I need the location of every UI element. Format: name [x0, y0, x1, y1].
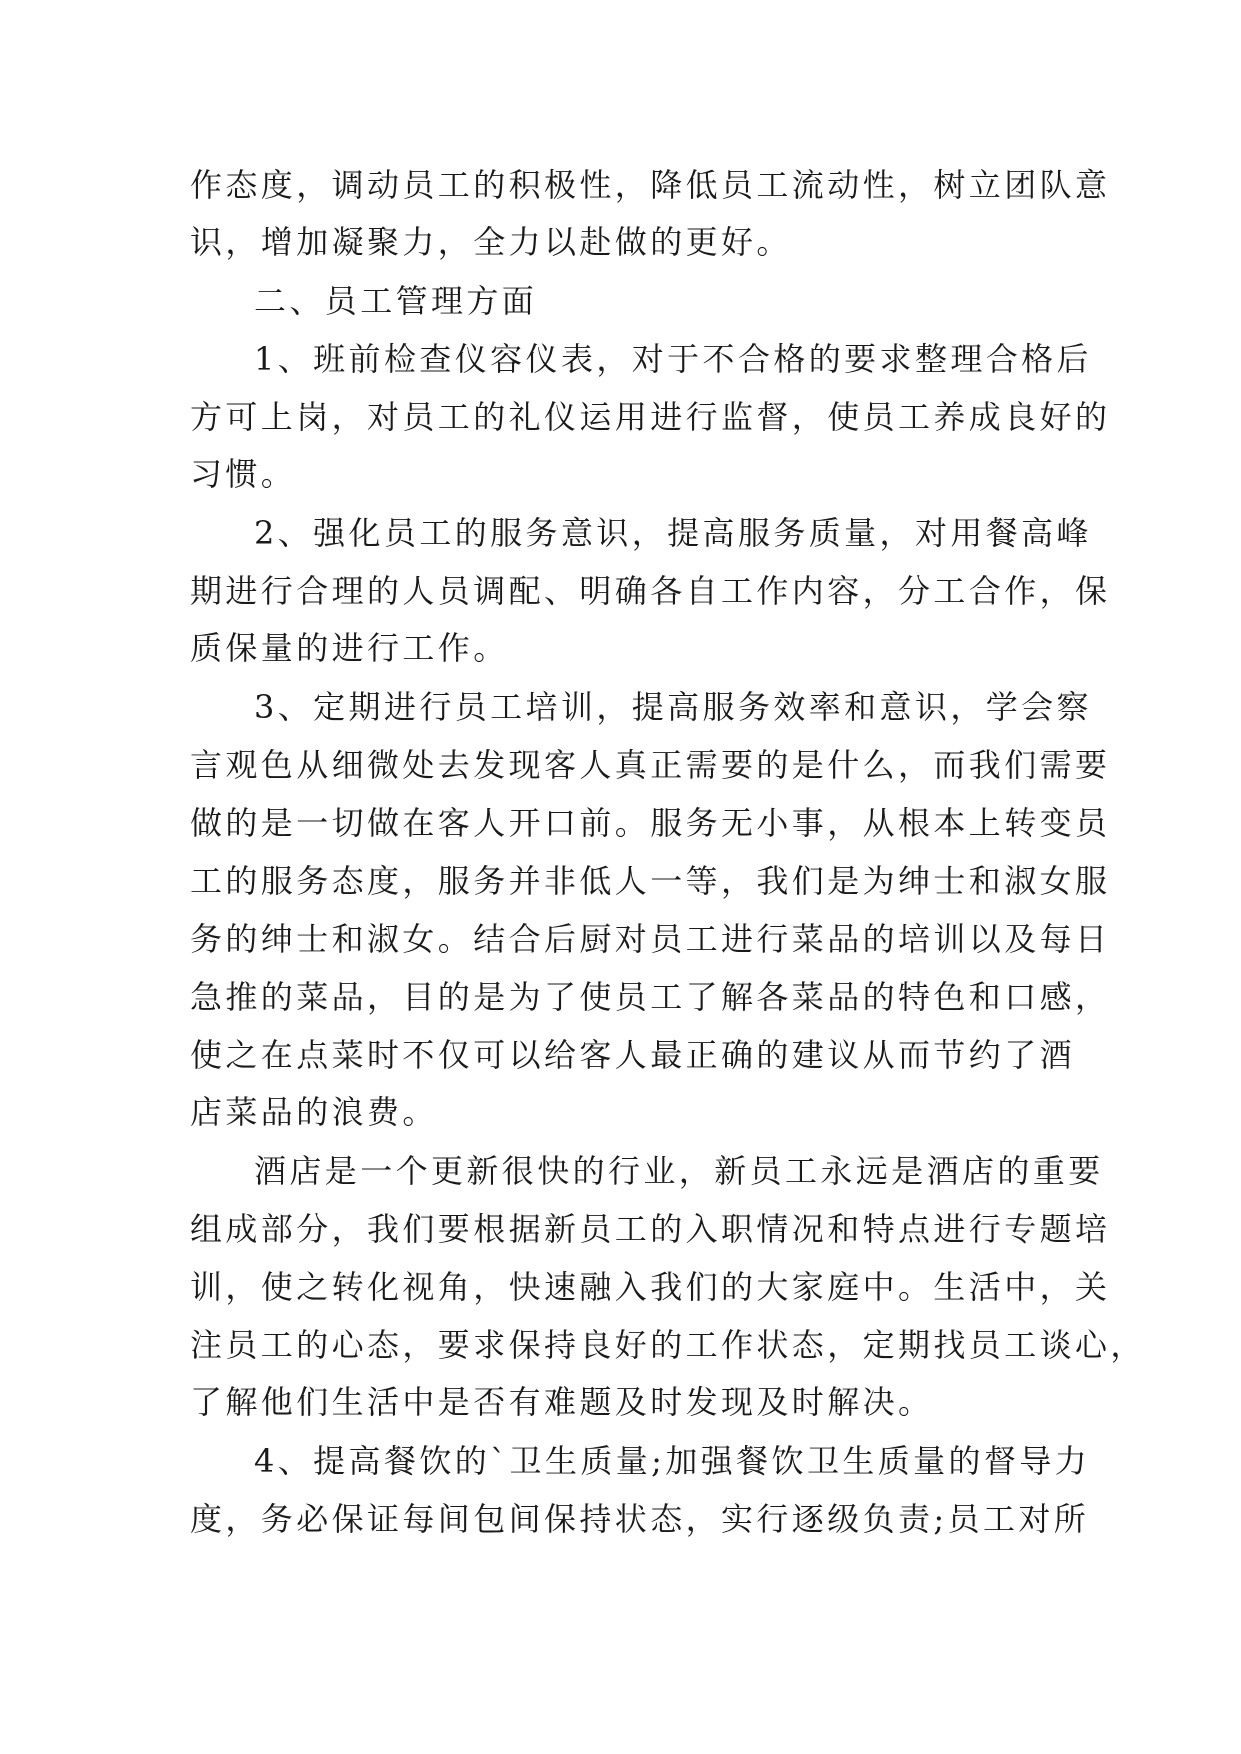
paragraph-start: 酒店是一个更新很快的行业，新员工永远是酒店的重要 [254, 1152, 1104, 1190]
text-line: 组成部分，我们要根据新员工的入职情况和特点进行专题培 [190, 1210, 1111, 1248]
text-line: 识，增加凝聚力，全力以赴做的更好。 [190, 223, 792, 261]
text-line: 质保量的进行工作。 [190, 629, 509, 667]
text-line: 习惯。 [190, 455, 297, 493]
text-line: 了解他们生活中是否有难题及时发现及时解决。 [190, 1383, 934, 1421]
text-line: 工的服务态度，服务并非低人一等，我们是为绅士和淑女服 [190, 862, 1111, 900]
section-heading: 二、员工管理方面 [254, 282, 538, 320]
text-line: 务的绅士和淑女。结合后厨对员工进行菜品的培训以及每日 [190, 920, 1111, 958]
text-line: 店菜品的浪费。 [190, 1093, 438, 1131]
text-line: 使之在点菜时不仅可以给客人最正确的建议从而节约了酒 [190, 1036, 1076, 1074]
paragraph-start: 1、班前检查仪容仪表，对于不合格的要求整理合格后 [254, 340, 1092, 378]
paragraph-start: 3、定期进行员工培训，提高服务效率和意识，学会察 [254, 688, 1092, 726]
text-line: 注员工的心态，要求保持良好的工作状态，定期找员工谈心， [190, 1326, 1146, 1364]
text-line: 训，使之转化视角，快速融入我们的大家庭中。生活中，关 [190, 1268, 1111, 1306]
text-line: 方可上岗，对员工的礼仪运用进行监督，使员工养成良好的 [190, 398, 1111, 436]
text-line: 作态度，调动员工的积极性，降低员工流动性，树立团队意 [190, 166, 1111, 204]
paragraph-start: 2、强化员工的服务意识，提高服务质量，对用餐高峰 [254, 514, 1092, 552]
text-line: 言观色从细微处去发现客人真正需要的是什么，而我们需要 [190, 746, 1111, 784]
text-line: 做的是一切做在客人开口前。服务无小事，从根本上转变员 [190, 804, 1111, 842]
text-line: 度，务必保证每间包间保持状态，实行逐级负责;员工对所 [190, 1500, 1090, 1538]
paragraph-start: 4、提高餐饮的`卫生质量;加强餐饮卫生质量的督导力 [254, 1442, 1091, 1480]
text-line: 期进行合理的人员调配、明确各自工作内容，分工合作，保 [190, 572, 1111, 610]
text-line: 急推的菜品，目的是为了使员工了解各菜品的特色和口感， [190, 978, 1111, 1016]
